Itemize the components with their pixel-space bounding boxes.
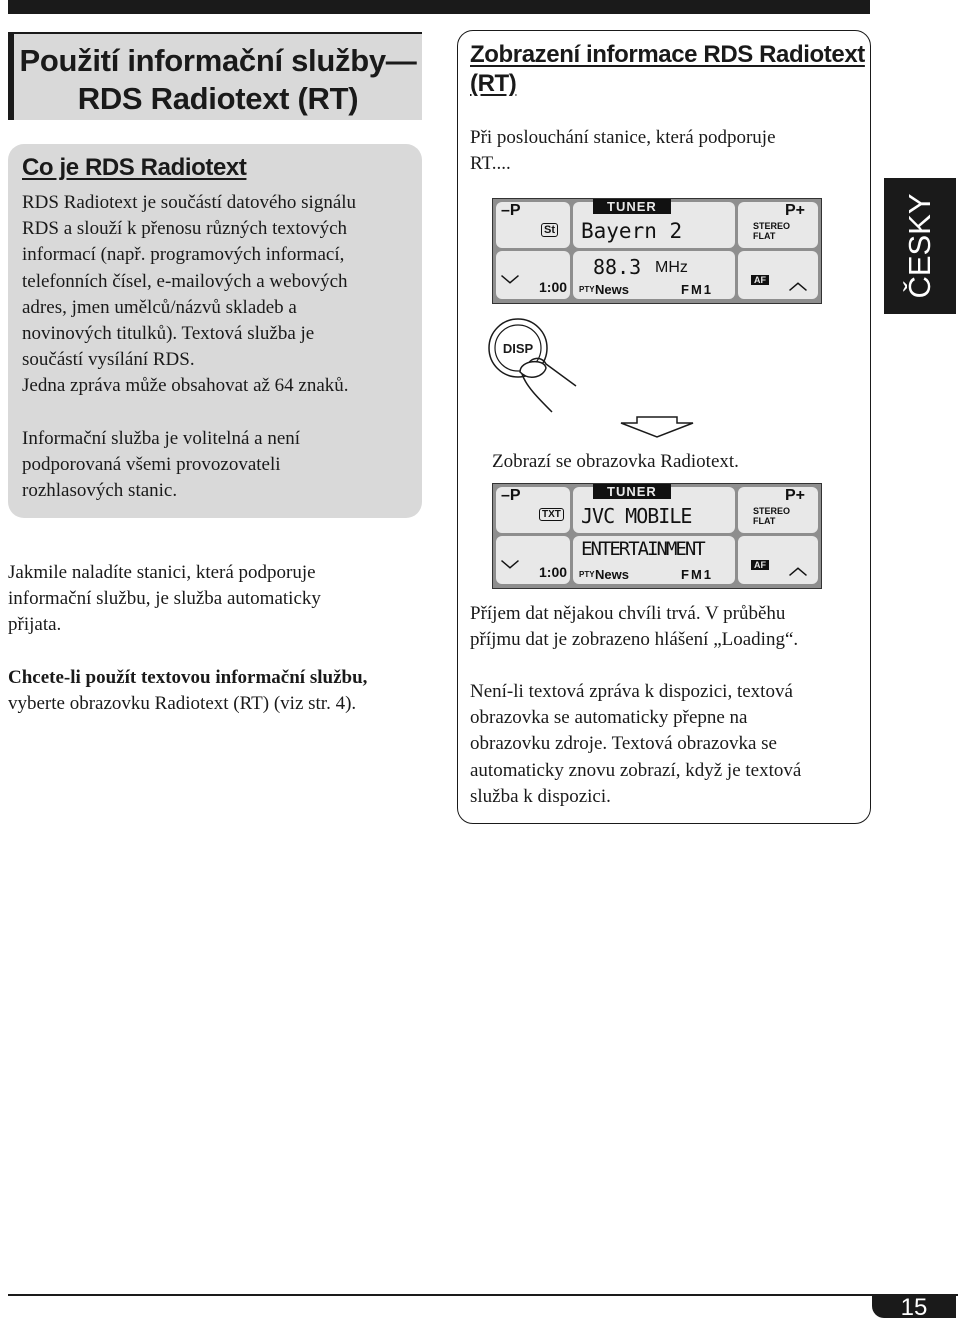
- p-plus-label: P+: [785, 202, 806, 219]
- display-caption: Zobrazí se obrazovka Radiotext.: [492, 451, 739, 472]
- top-bar: [8, 0, 870, 14]
- text-line: přijata.: [8, 614, 62, 636]
- frequency-unit: MHz: [655, 259, 688, 276]
- body-paragraph: [8, 560, 428, 639]
- fingertip-icon: [520, 362, 546, 378]
- text-line: adres, jmen umělců/názvů skladeb a: [22, 296, 297, 318]
- text-line: informací (např. programových informací,: [22, 244, 345, 266]
- page-number-tab: [872, 1294, 956, 1321]
- station-name: Bayern 2: [581, 219, 683, 243]
- text-line: obrazovka se automaticky přepne na: [470, 707, 748, 729]
- chevron-down-icon: ﹀: [501, 275, 519, 295]
- text-line: součástí vysílání RDS.: [22, 349, 195, 371]
- fallback-paragraph: [470, 679, 870, 810]
- stereo-text: STEREO: [753, 221, 791, 231]
- page-number: 15: [900, 1294, 928, 1321]
- title-line-1: Použití informační služby—: [19, 43, 417, 78]
- tuner-label: TUNER: [593, 484, 671, 499]
- p-minus-label: –P: [501, 202, 521, 219]
- chevron-down-icon: ﹀: [501, 560, 519, 580]
- tuner-label: TUNER: [593, 199, 671, 214]
- text-line: informační službu, je služba automaticky: [8, 588, 321, 610]
- loading-paragraph: [470, 601, 870, 653]
- text-line: Jakmile naladíte stanici, která podporuje: [8, 562, 316, 583]
- tuner-display-radiotext: [492, 483, 822, 589]
- frequency: 88.3: [593, 255, 642, 279]
- heading-line: (RT): [470, 70, 517, 97]
- sound-mode: [753, 221, 790, 241]
- radiotext-message: ENTERTAINMENT: [581, 538, 704, 560]
- language-tab-label: ČESKY: [902, 193, 937, 299]
- text-line: Informační služba je volitelná a není: [22, 427, 301, 449]
- p-minus-label: –P: [501, 487, 521, 504]
- af-indicator: AF: [751, 275, 769, 285]
- text-line: automaticky znovu zobrazí, když je textová: [470, 759, 802, 781]
- text-line: Není-li textová zpráva k dispozici, textová: [470, 681, 793, 702]
- af-indicator: AF: [751, 560, 769, 570]
- text-line: RDS Radiotext je součástí datového signálu: [22, 192, 357, 213]
- flat-text: FLAT: [753, 231, 776, 241]
- info-box: [8, 144, 422, 518]
- title-line-2: RDS Radiotext (RT): [77, 81, 359, 116]
- radiotext-heading: [470, 40, 870, 98]
- clock: 1:00: [539, 564, 568, 580]
- text-line: příjmu dat je zobrazeno hlášení „Loading“.: [470, 629, 799, 651]
- text-line: Při poslouchání stanice, která podporuje: [470, 127, 776, 148]
- stereo-text: STEREO: [753, 506, 791, 516]
- clock: 1:00: [539, 279, 568, 295]
- box-paragraph: [22, 190, 408, 400]
- text-line: služba k dispozici.: [470, 785, 611, 807]
- arrow-down-icon: [617, 415, 697, 439]
- band-label: FM1: [681, 282, 713, 297]
- instruction-paragraph: [8, 665, 448, 717]
- footer-rule: [8, 1294, 958, 1296]
- text-line: vyberte obrazovku Radiotext (RT) (viz str. 4).: [8, 693, 357, 715]
- language-tab: [884, 178, 956, 314]
- disp-button-label: DISP: [502, 341, 534, 356]
- text-indicator: TXT: [539, 508, 564, 521]
- text-line: telefonních čísel, e-mailových a webových: [22, 270, 348, 292]
- tuner-display-source: [492, 198, 822, 304]
- disp-button-illustration: [486, 316, 586, 420]
- text-line: Jedna zpráva může obsahovat až 64 znaků.: [22, 375, 349, 397]
- pty-label: PTY: [579, 285, 595, 294]
- text-line: RDS a slouží k přenosu různých textových: [22, 218, 348, 240]
- box-heading: Co je RDS Radiotext: [22, 154, 247, 181]
- sound-mode: [753, 506, 790, 526]
- p-plus-label: P+: [785, 487, 806, 504]
- stereo-indicator: St: [541, 223, 558, 237]
- pty-label: PTY: [579, 570, 595, 579]
- text-line: Příjem dat nějakou chvíli trvá. V průběhu: [470, 603, 786, 624]
- band-label: FM1: [681, 567, 713, 582]
- page-title: [14, 42, 422, 118]
- text-line: obrazovku zdroje. Textová obrazovka se: [470, 733, 777, 755]
- box-note: [22, 426, 408, 505]
- pty-value: News: [595, 282, 629, 297]
- text-line: RT....: [470, 153, 511, 175]
- text-line: podporovaná všemi provozovateli: [22, 453, 281, 475]
- section-title-box: [8, 32, 422, 120]
- instruction-bold: Chcete-li použít textovou informační službu,: [8, 667, 368, 688]
- flat-text: FLAT: [753, 516, 776, 526]
- chevron-up-icon: ︿: [789, 273, 807, 293]
- pty-value: News: [595, 567, 629, 582]
- heading-line: Zobrazení informace RDS Radiotext: [470, 41, 865, 68]
- text-line: rozhlasových stanic.: [22, 480, 178, 502]
- station-name: JVC MOBILE: [581, 504, 692, 528]
- text-line: novinových titulků). Textová služba je: [22, 323, 315, 345]
- chevron-up-icon: ︿: [789, 558, 807, 578]
- intro-paragraph: [470, 125, 870, 177]
